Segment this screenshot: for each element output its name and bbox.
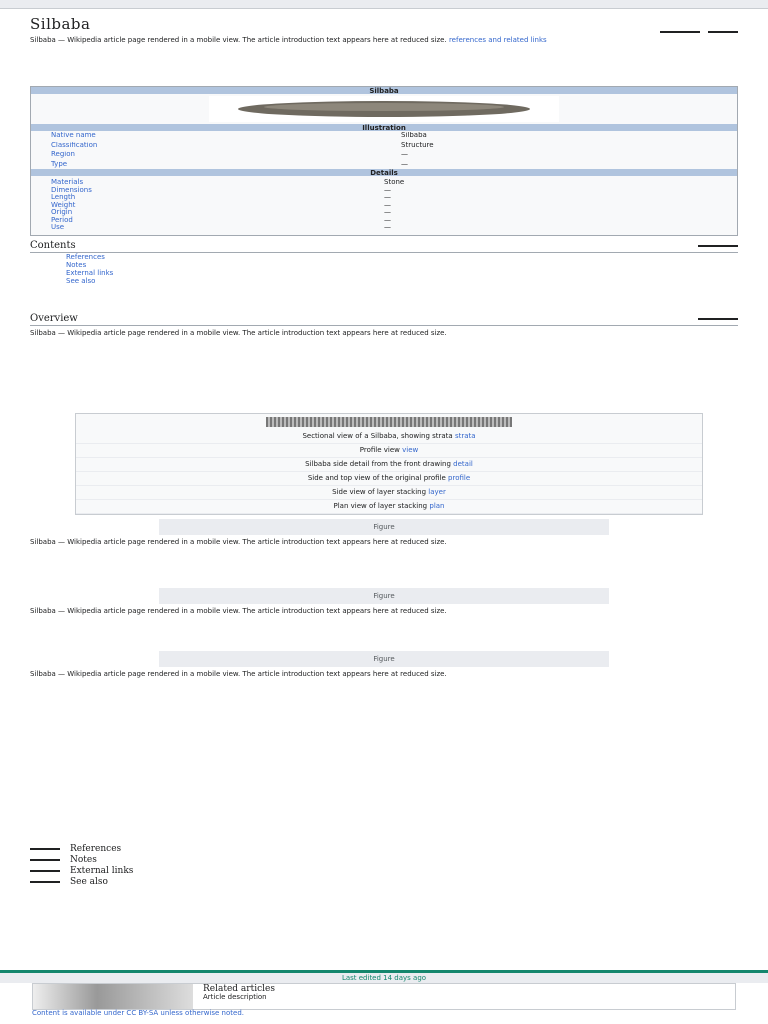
infobox-detail-key[interactable]: Materials [51,178,84,186]
language-icon[interactable] [660,31,700,33]
infobox-detail-value: — [384,185,391,194]
infobox-row-value: — [401,160,408,168]
paragraph: Silbaba — Wikipedia article page rendered in a mobile view. The article introduction text appears here at reduced size. [30,669,447,678]
overview-paragraph: Silbaba — Wikipedia article page rendered in a mobile view. The article introduction text appears here at reduced size. [30,328,447,337]
infobox-image-svg [234,97,534,121]
infobox-header: Silbaba [31,87,737,94]
infobox-row-key[interactable]: Type [51,160,68,168]
paragraph: Silbaba — Wikipedia article page rendered in a mobile view. The article introduction text appears here at reduced size. [30,606,447,615]
list-item[interactable]: References [30,844,738,855]
infobox-row-key[interactable]: Region [51,151,75,158]
list-item[interactable]: See also [30,877,738,888]
watch-icon[interactable] [708,31,738,33]
infobox-row-value: — [401,151,408,158]
contents-item[interactable]: External links [66,268,114,277]
figure[interactable]: Figure [159,519,609,535]
gallery-caption: Profile view view [76,444,702,458]
infobox-section-header: Details [31,169,737,176]
infobox-row [31,150,737,160]
gallery-caption: Sectional view of a Silbaba, showing strata strata [76,430,702,444]
infobox-detail-value: Stone [384,178,405,186]
infobox-detail-value: — [384,223,391,231]
infobox-detail-key[interactable]: Length [51,193,76,201]
bullet-icon [30,859,60,861]
infobox-detail-value: — [384,208,391,216]
gallery-caption: Side view of layer stacking layer [76,486,702,500]
infobox-row [31,131,737,141]
infobox-row-key[interactable]: Native name [51,132,96,139]
list-item[interactable]: Notes [30,855,738,866]
gallery-caption-link[interactable]: plan [429,501,445,510]
related-title: Related articles [203,984,275,994]
infobox-image[interactable] [209,96,559,122]
related-subtitle: Article description [203,993,267,1001]
gallery-caption-link[interactable]: strata [454,431,476,440]
infobox-detail-value: — [384,200,391,209]
last-edited-bar[interactable]: Last edited 14 days ago [0,973,768,983]
infobox-detail-value: — [384,215,391,224]
gallery-caption-link[interactable]: profile [448,473,471,482]
section-heading-overview[interactable]: Overview [30,313,738,326]
contents-item[interactable]: Notes [66,260,87,269]
figure[interactable]: Figure [159,588,609,604]
infobox-row-value: Silbaba [401,132,427,139]
lead-link[interactable]: references and related links [448,36,547,44]
infobox-detail-key[interactable]: Dimensions [51,185,92,194]
bullet-list [30,844,738,888]
page-header [30,13,738,33]
infobox-row [31,141,737,151]
infobox-row-key[interactable]: Classification [51,141,98,149]
gallery-caption: Plan view of layer stacking plan [76,500,702,514]
infobox-caption: Illustration [31,124,737,131]
contents-item[interactable]: See also [66,276,96,285]
infobox-row-value: Structure [401,141,434,149]
bullet-icon [30,848,60,850]
top-toolbar [0,0,768,9]
figure[interactable]: Figure [159,651,609,667]
infobox-detail-value: — [384,193,391,201]
infobox-detail-key[interactable]: Origin [51,208,73,216]
contents-list [30,253,738,309]
gallery-caption-link[interactable]: detail [453,459,473,468]
list-item[interactable]: External links [30,866,738,877]
bullet-icon [30,870,60,872]
license-text: Content is available under CC BY-SA unless otherwise noted. [32,1009,244,1017]
paragraph: Silbaba — Wikipedia article page rendered in a mobile view. The article introduction text appears here at reduced size. [30,537,447,546]
contents-item[interactable]: References [66,252,105,261]
gallery-caption-link[interactable]: layer [428,487,446,496]
gallery-image[interactable] [266,417,512,427]
page-title: Silbaba [30,15,91,33]
infobox-detail-key[interactable]: Period [51,215,73,224]
related-thumbnail [33,984,193,1009]
gallery-caption: Side and top view of the original profile profile [76,472,702,486]
infobox [30,86,738,236]
collapse-icon[interactable] [698,245,738,247]
related-article-card[interactable] [32,983,736,1010]
infobox-detail-key[interactable]: Use [51,223,65,231]
bullet-icon [30,881,60,883]
gallery-caption: Silbaba side detail from the front drawing detail [76,458,702,472]
infobox-row [31,160,737,170]
infobox-detail-key[interactable]: Weight [51,200,76,209]
collapse-icon[interactable] [698,318,738,320]
image-gallery [75,413,703,515]
infobox-details [31,176,737,235]
gallery-caption-link[interactable]: view [402,445,419,454]
lead-paragraph: Silbaba — Wikipedia article page rendered in a mobile view. The article introduction text appears here at reduced size. references and related links [30,36,547,44]
section-heading-contents[interactable]: Contents [30,240,738,253]
